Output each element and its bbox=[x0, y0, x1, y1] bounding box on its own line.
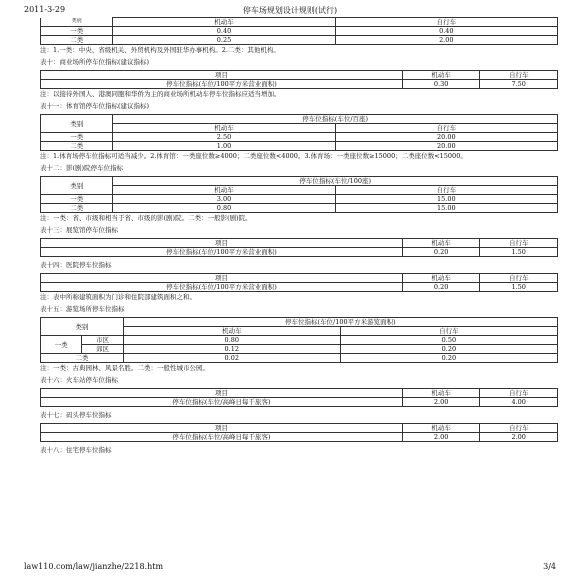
table-heading: 表十六：火车站停车位指标 bbox=[40, 376, 118, 384]
header-cell: 自行车 bbox=[340, 327, 557, 336]
table-cell: 一类 bbox=[41, 195, 113, 204]
table-header-row bbox=[41, 115, 558, 124]
header-cell: 项目 bbox=[41, 389, 403, 398]
table-exhibition bbox=[40, 238, 558, 257]
table-cell: 0.30 bbox=[402, 80, 480, 89]
table-cell: 20.00 bbox=[335, 142, 557, 151]
header-cell: 项目 bbox=[41, 71, 403, 80]
header-cell: 停车位指标(车位/100座) bbox=[113, 177, 558, 186]
table-header-row bbox=[41, 239, 558, 248]
header-cell: 项目 bbox=[41, 239, 403, 248]
table-row bbox=[41, 354, 558, 363]
table-cell: 0.20 bbox=[340, 345, 557, 354]
header-cell: 机动车 bbox=[402, 239, 480, 248]
table-cell: 一类 bbox=[41, 133, 113, 142]
header-cell: 类别 bbox=[41, 177, 113, 195]
table-cell: 2.00 bbox=[402, 433, 480, 442]
table-row bbox=[41, 398, 558, 407]
header-cell: 机动车 bbox=[402, 274, 480, 283]
table-commercial bbox=[40, 70, 558, 89]
header-cell: 自行车 bbox=[480, 239, 558, 248]
table-stadium bbox=[40, 114, 558, 151]
table-cell: 4.00 bbox=[480, 398, 558, 407]
table-cell: 3.00 bbox=[113, 195, 335, 204]
header-cell: 机动车 bbox=[402, 389, 480, 398]
table-cell: 0.02 bbox=[123, 354, 340, 363]
print-footer bbox=[24, 562, 556, 574]
header-cell: 自行车 bbox=[480, 424, 558, 433]
table-cell: 0.20 bbox=[402, 248, 480, 257]
table-cell: 0.80 bbox=[113, 204, 335, 213]
table-row bbox=[41, 433, 558, 442]
table-cell: 2.00 bbox=[480, 433, 558, 442]
table-cell: 二类 bbox=[41, 142, 113, 151]
table-row bbox=[41, 142, 558, 151]
table-heading: 表十七：码头停车位指标 bbox=[40, 411, 112, 419]
table-cell: 0.50 bbox=[340, 336, 557, 345]
header-cell: 自行车 bbox=[335, 186, 557, 195]
table-heading: 表十：商业场所停车位指标(建议指标) bbox=[40, 58, 150, 66]
table-cell: 0.20 bbox=[402, 283, 480, 292]
table-cell: 1.50 bbox=[480, 283, 558, 292]
table-cell: 二类 bbox=[41, 204, 113, 213]
table-cell: 二类 bbox=[41, 354, 124, 363]
document-content bbox=[40, 15, 558, 458]
table-row bbox=[41, 204, 558, 213]
header-cell: 机动车 bbox=[123, 327, 340, 336]
header-cell: 类别 bbox=[41, 318, 124, 336]
page-url: law110.com/law/jianzhe/2218.htm bbox=[24, 562, 164, 571]
table-cell: 15.00 bbox=[335, 204, 557, 213]
table-header-row bbox=[41, 71, 558, 80]
table-cell: 停车位指标(车位/100平方米营业面积) bbox=[41, 283, 403, 292]
header-cell: 机动车 bbox=[113, 124, 335, 133]
table-cell: 0.80 bbox=[123, 336, 340, 345]
table-cell: 停车位指标(车位/100平方米营业面积) bbox=[41, 248, 403, 257]
header-cell: 自行车 bbox=[480, 71, 558, 80]
table-header-row bbox=[41, 124, 558, 133]
header-cell: 机动车 bbox=[402, 424, 480, 433]
table-header-row bbox=[41, 318, 558, 327]
header-cell: 停车位指标(车位/百座) bbox=[113, 115, 558, 124]
table-heading: 表十五：游览场所停车位指标 bbox=[40, 305, 125, 313]
table-cell: 停车位指标(车位/高峰日每千旅客) bbox=[41, 398, 403, 407]
table-row bbox=[41, 80, 558, 89]
table-cell: 0.40 bbox=[113, 27, 335, 36]
table-gov bbox=[40, 17, 558, 45]
table-cell: 一类 bbox=[41, 27, 113, 36]
header-cell: 类别 bbox=[41, 18, 113, 27]
table-scenic bbox=[40, 317, 558, 363]
header-cell: 机动车 bbox=[113, 18, 335, 27]
table-heading: 表十二：影(剧)院停车位指标 bbox=[40, 164, 124, 172]
header-cell: 自行车 bbox=[335, 18, 557, 27]
table-cell: 2.50 bbox=[113, 133, 335, 142]
print-date: 2011-3-29 bbox=[24, 5, 66, 14]
table-heading: 表十三：展览馆停车位指标 bbox=[40, 226, 118, 234]
table-theater bbox=[40, 176, 558, 213]
table-cell: 一类 bbox=[41, 336, 82, 354]
table-cell: 郊区 bbox=[82, 345, 123, 354]
table-row bbox=[41, 27, 558, 36]
table-cell: 2.00 bbox=[335, 36, 557, 45]
table-cell: 0.20 bbox=[340, 354, 557, 363]
header-cell: 自行车 bbox=[480, 274, 558, 283]
print-title: 停车场规划设计规则(试行) bbox=[242, 6, 338, 15]
table-row bbox=[41, 195, 558, 204]
table-cell: 15.00 bbox=[335, 195, 557, 204]
header-cell: 项目 bbox=[41, 274, 403, 283]
table-cell: 1.00 bbox=[113, 142, 335, 151]
table-heading: 表十八：住宅停车位指标 bbox=[40, 446, 112, 454]
header-cell: 停车位指标(车位/100平方米游览面积) bbox=[123, 318, 557, 327]
header-cell: 自行车 bbox=[480, 389, 558, 398]
table-row bbox=[41, 133, 558, 142]
table-note: 注：1.体育场停车位指标可适当减少。2.体育馆：一类座位数≥4000；二类座位数<4000。3.体育场：一类座位数≥15000；二类座位数<15000。 bbox=[40, 152, 467, 160]
table-header-row bbox=[41, 177, 558, 186]
table-cell: 0.12 bbox=[123, 345, 340, 354]
table-row bbox=[41, 283, 558, 292]
header-cell: 机动车 bbox=[113, 186, 335, 195]
table-cell: 0.25 bbox=[113, 36, 335, 45]
table-row bbox=[41, 345, 558, 354]
header-cell: 自行车 bbox=[335, 124, 557, 133]
table-note: 注：以接待外国人、港澳同胞和华侨为主的商业场所机动车停车位指标应适当增加。 bbox=[40, 90, 281, 98]
table-note: 注：一类：古典园林、风景名胜。二类：一般性城市公园。 bbox=[40, 364, 209, 372]
table-header-row bbox=[41, 424, 558, 433]
table-cell: 0.40 bbox=[335, 27, 557, 36]
table-header-row bbox=[41, 274, 558, 283]
table-header-row bbox=[41, 389, 558, 398]
page-number: 3/4 bbox=[543, 562, 556, 571]
table-cell: 停车位指标(车位/100平方米营业面积) bbox=[41, 80, 403, 89]
table-cell: 市区 bbox=[82, 336, 123, 345]
table-heading: 表十四：医院停车位指标 bbox=[40, 261, 112, 269]
table-note: 注：一类：省、市级和相当于省、市级的影(剧)院。二类：一般影(剧)院。 bbox=[40, 214, 252, 222]
table-cell: 停车位指标(车位/高峰日每千旅客) bbox=[41, 433, 403, 442]
table-row bbox=[41, 36, 558, 45]
table-note: 注：1.一类：中央、省级机关、外贸机构及外国驻华办事机构。2.二类：其他机构。 bbox=[40, 46, 280, 54]
table-row bbox=[41, 336, 558, 345]
table-cell: 2.00 bbox=[402, 398, 480, 407]
table-wharf bbox=[40, 423, 558, 442]
table-railway bbox=[40, 388, 558, 407]
table-header-row bbox=[41, 18, 558, 27]
table-note: 注：表中所称建筑面积为门诊和住院部建筑面积之和。 bbox=[40, 293, 196, 301]
header-cell: 类别 bbox=[41, 115, 113, 133]
header-cell: 机动车 bbox=[402, 71, 480, 80]
table-cell: 7.50 bbox=[480, 80, 558, 89]
table-row bbox=[41, 248, 558, 257]
table-cell: 20.00 bbox=[335, 133, 557, 142]
header-cell: 项目 bbox=[41, 424, 403, 433]
table-header-row bbox=[41, 186, 558, 195]
table-heading: 表十一：体育馆停车位指标(建议指标) bbox=[40, 102, 150, 110]
table-cell: 1.50 bbox=[480, 248, 558, 257]
table-cell: 二类 bbox=[41, 36, 113, 45]
table-hospital bbox=[40, 273, 558, 292]
